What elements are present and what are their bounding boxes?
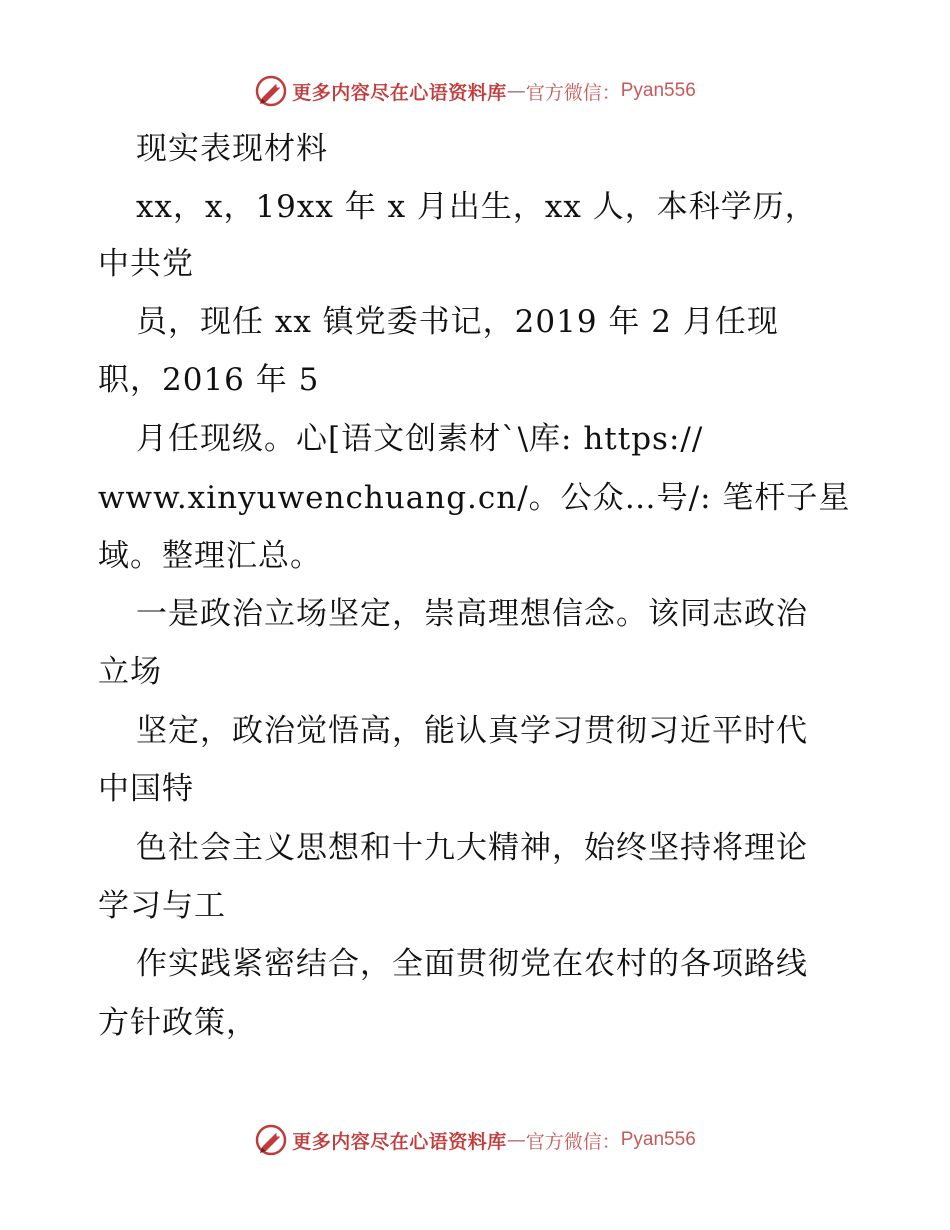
text-line: 方针政策，	[98, 1005, 258, 1041]
text-line: 作实践紧密结合，全面贯彻党在农村的各项路线	[136, 946, 808, 982]
text-line: 学习与工	[98, 888, 226, 924]
document-title: 现实表现材料	[136, 131, 328, 167]
brand-separator: —	[506, 80, 526, 102]
text-line: 中国特	[98, 771, 194, 807]
pen-logo-icon	[254, 1123, 288, 1157]
text-line: 域。整理汇总。	[98, 538, 322, 574]
text-line: 职，2016 年 5	[98, 362, 320, 398]
text-line: 员，现任 xx 镇党委书记，2019 年 2 月任现	[136, 304, 779, 340]
wechat-id: Pyan556	[620, 80, 696, 101]
text-line: www.xinyuwenchuang.cn/。公众…号/: 笔杆子星	[98, 480, 851, 516]
text-line: 色社会主义思想和十九大精神，始终坚持将理论	[136, 830, 808, 866]
brand-name: 更多内容尽在心语资料库	[292, 81, 507, 104]
text-line: 坚定，政治觉悟高，能认真学习贯彻习近平时代	[136, 713, 808, 749]
footer-watermark	[0, 1120, 950, 1160]
brand-separator: —	[506, 1129, 526, 1151]
text-line: 月任现级。心[语文创素材`\库: https://	[136, 421, 704, 457]
wechat-id: Pyan556	[620, 1129, 696, 1150]
text-line: 立场	[98, 654, 162, 690]
wechat-label: 官方微信：	[525, 81, 621, 104]
brand-name: 更多内容尽在心语资料库	[292, 1130, 507, 1153]
wechat-label: 官方微信：	[525, 1130, 621, 1153]
text-line: 一是政治立场坚定，崇高理想信念。该同志政治	[136, 596, 808, 632]
text-line: 中共党	[98, 246, 194, 282]
text-line: xx，x，19xx 年 x 月出生，xx 人，本科学历，	[136, 189, 817, 225]
